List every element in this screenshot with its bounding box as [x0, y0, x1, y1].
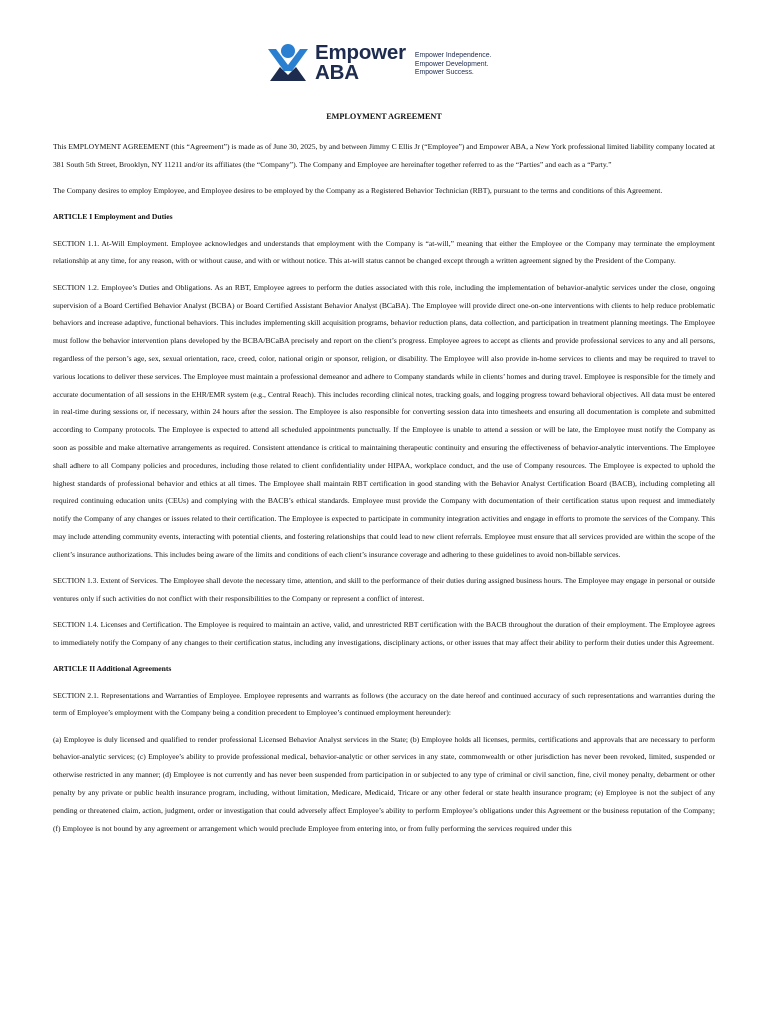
- tagline-line: Empower Development.: [414, 60, 489, 68]
- section-items-paragraph: (a) Employee is duly licensed and qualified to render professional Licensed Behavior Analyst services in the State; (b) Employee holds all licenses, permits, certifications and approvals that are necessary to perform behavior-analytic services; (c) Employee’s ability to provide professional medical, behavior-analytic or other services in any state, commonwealth or other jurisdiction has never been revoked, limited, suspended or otherwise restricted in any manner; (d) Employee is not currently and has never been suspended from participation in or subjected to any type of criminal or civil sanction, fine, civil money penalty, debarment or other penalty by any private or public health insurance program, including, without limitation, Medicare, Medicaid, Tricare or any other federal or state health insurance program; (e) Employee is not the subject of any pending or threatened claim, action, judgment, order or investigation that could adversely affect Employee’s ability to perform Employee’s obligations under this Agreement or the business reputation of the Company; (f) Employee is not bound by any agreement or arrangement which would preclude Employee from entering into, or from fully performing the services required under this: [53, 734, 715, 833]
- tagline-line: Empower Success.: [414, 69, 474, 77]
- company-logo: [266, 40, 492, 86]
- intro-paragraph: This EMPLOYMENT AGREEMENT (this “Agreement”) is made as of June 30, 2025, by and between Jimmy C Ellis Jr (“Employee”) and Empower ABA, a New York professional limited liability company located at 381 South 5th Street, Brooklyn, NY 11211 and/or its affiliates (the “Company”). The Company and Employee are hereinafter together referred to as the “Parties” and each as a “Party.”: [53, 142, 715, 169]
- logo-name-line1: Empower: [315, 41, 406, 64]
- article-heading: ARTICLE I Employment and Duties: [53, 212, 173, 222]
- intro-paragraph: The Company desires to employ Employee, and Employee desires to be employed by the Company as a Registered Behavior Technician (RBT), pursuant to the terms and conditions of this Agreement.: [53, 186, 663, 196]
- logo-wordmark: [315, 43, 406, 83]
- tagline-line: Empower Independence.: [414, 52, 492, 60]
- document-body: [53, 138, 715, 846]
- logo-name-line2: ABA: [315, 61, 359, 84]
- article-heading: ARTICLE II Additional Agreements: [53, 664, 172, 674]
- section-paragraph: SECTION 1.4. Licenses and Certification. The Employee is required to maintain an active, valid, and unrestricted RBT certification with the BACB throughout the duration of their employment. The Employee agrees to immediately notify the Company of any changes to their certification status, including any investigations, disciplinary actions, or other issues that may affect their ability to perform their duties under this Agreement.: [53, 620, 715, 647]
- section-paragraph: SECTION 1.3. Extent of Services. The Employee shall devote the necessary time, attention, and skill to the performance of their duties during assigned business hours. The Employee may engage in personal or outside ventures only if such activities do not conflict with their responsibilities to the Company or represent a conflict of interest.: [53, 576, 715, 603]
- section-paragraph: SECTION 1.2. Employee’s Duties and Obligations. As an RBT, Employee agrees to perform the duties associated with this role, including the implementation of behavior-analytic services under the close, ongoing supervision of a Board Certified Behavior Analyst (BCBA) or Board Certified Assistant Behavior Analyst (BCaBA). The Employee will provide direct one-on-one interventions with clients to help reduce problematic behaviors and increase adaptive, functional behaviors. This includes implementing skill acquisition programs, behavior reduction plans, data collection, and participation in treatment planning meetings. The Employee must follow the behavior intervention plans developed by the BCBA/BCaBA precisely and report on the client’s progress. Employee agrees to accept as clients and provide professional services to any and all persons, regardless of the person’s age, sex, sexual orientation, race, creed, color, national origin or sponsor, religion, or disability. The Employee will also provide in-home services to clients and may be required to travel to various locations to deliver these services. The Employee must maintain a professional demeanor and adhere to Company standards while in clients’ homes and during travel. Employee is responsible for the timely and accurate documentation of all sessions in the EHR/EMR system (e.g., Central Reach). This includes recording clinical notes, tracking goals, and logging progress toward behavioral objectives. All data must be entered in real-time during sessions or, if necessary, within 24 hours after the session. The Employee is also responsible for converting session data into timesheets and ensuring all documentation is complete and submitted according to Company protocols. The Employee is expected to attend all scheduled appointments punctually. If the Employee is unable to attend a session or will be late, the Employee must notify the Company as soon as possible and make alternative arrangements as required. Consistent attendance is critical to maintaining therapeutic continuity and ensuring the effectiveness of behavior-analytic interventions. The Employee shall adhere to all Company policies and procedures, including those related to client confidentiality under HIPAA, workplace conduct, and the use of Company resources. The Employee is expected to uphold the highest standards of professional behavior and ethics at all times. The Employee shall maintain RBT certification in good standing with the Behavior Analyst Certification Board (BACB), including completing all required continuing education units (CEUs) and complying with the BACB’s ethical standards. Employee must provide the Company with documentation of their certification status upon request and immediately notify the Company of any changes or issues related to their certification. The Employee is expected to participate in community integration activities and engage in efforts to promote the services of the Company. This may include attending community events, interacting with potential clients, and fostering relationships that could lead to new client referrals. Employee must ensure that all services provided are within the scope of the client’s insurance authorizations. This includes being aware of the limits and conditions of each client’s insurance coverage and adhering to these guidelines to avoid non-billable services.: [53, 282, 715, 559]
- logo-tagline: [415, 52, 492, 77]
- section-paragraph: SECTION 2.1. Representations and Warranties of Employee. Employee represents and warrants as follows (the accuracy on the date hereof and continued accuracy of such representations and warranties during the term of Employee’s employment with the Company being a condition precedent to Employee’s continued employment hereunder):: [53, 690, 715, 718]
- document-title: EMPLOYMENT AGREEMENT: [326, 112, 442, 121]
- section-paragraph: SECTION 1.1. At-Will Employment. Employee acknowledges and understands that employment with the Company is “at-will,” meaning that either the Employee or the Company may terminate the employment relationship at any time, for any reason, with or without cause, and with or without notice. This at-will status cannot be changed except through a written agreement signed by the President of the Company.: [53, 238, 715, 266]
- empower-person-icon: [266, 41, 310, 85]
